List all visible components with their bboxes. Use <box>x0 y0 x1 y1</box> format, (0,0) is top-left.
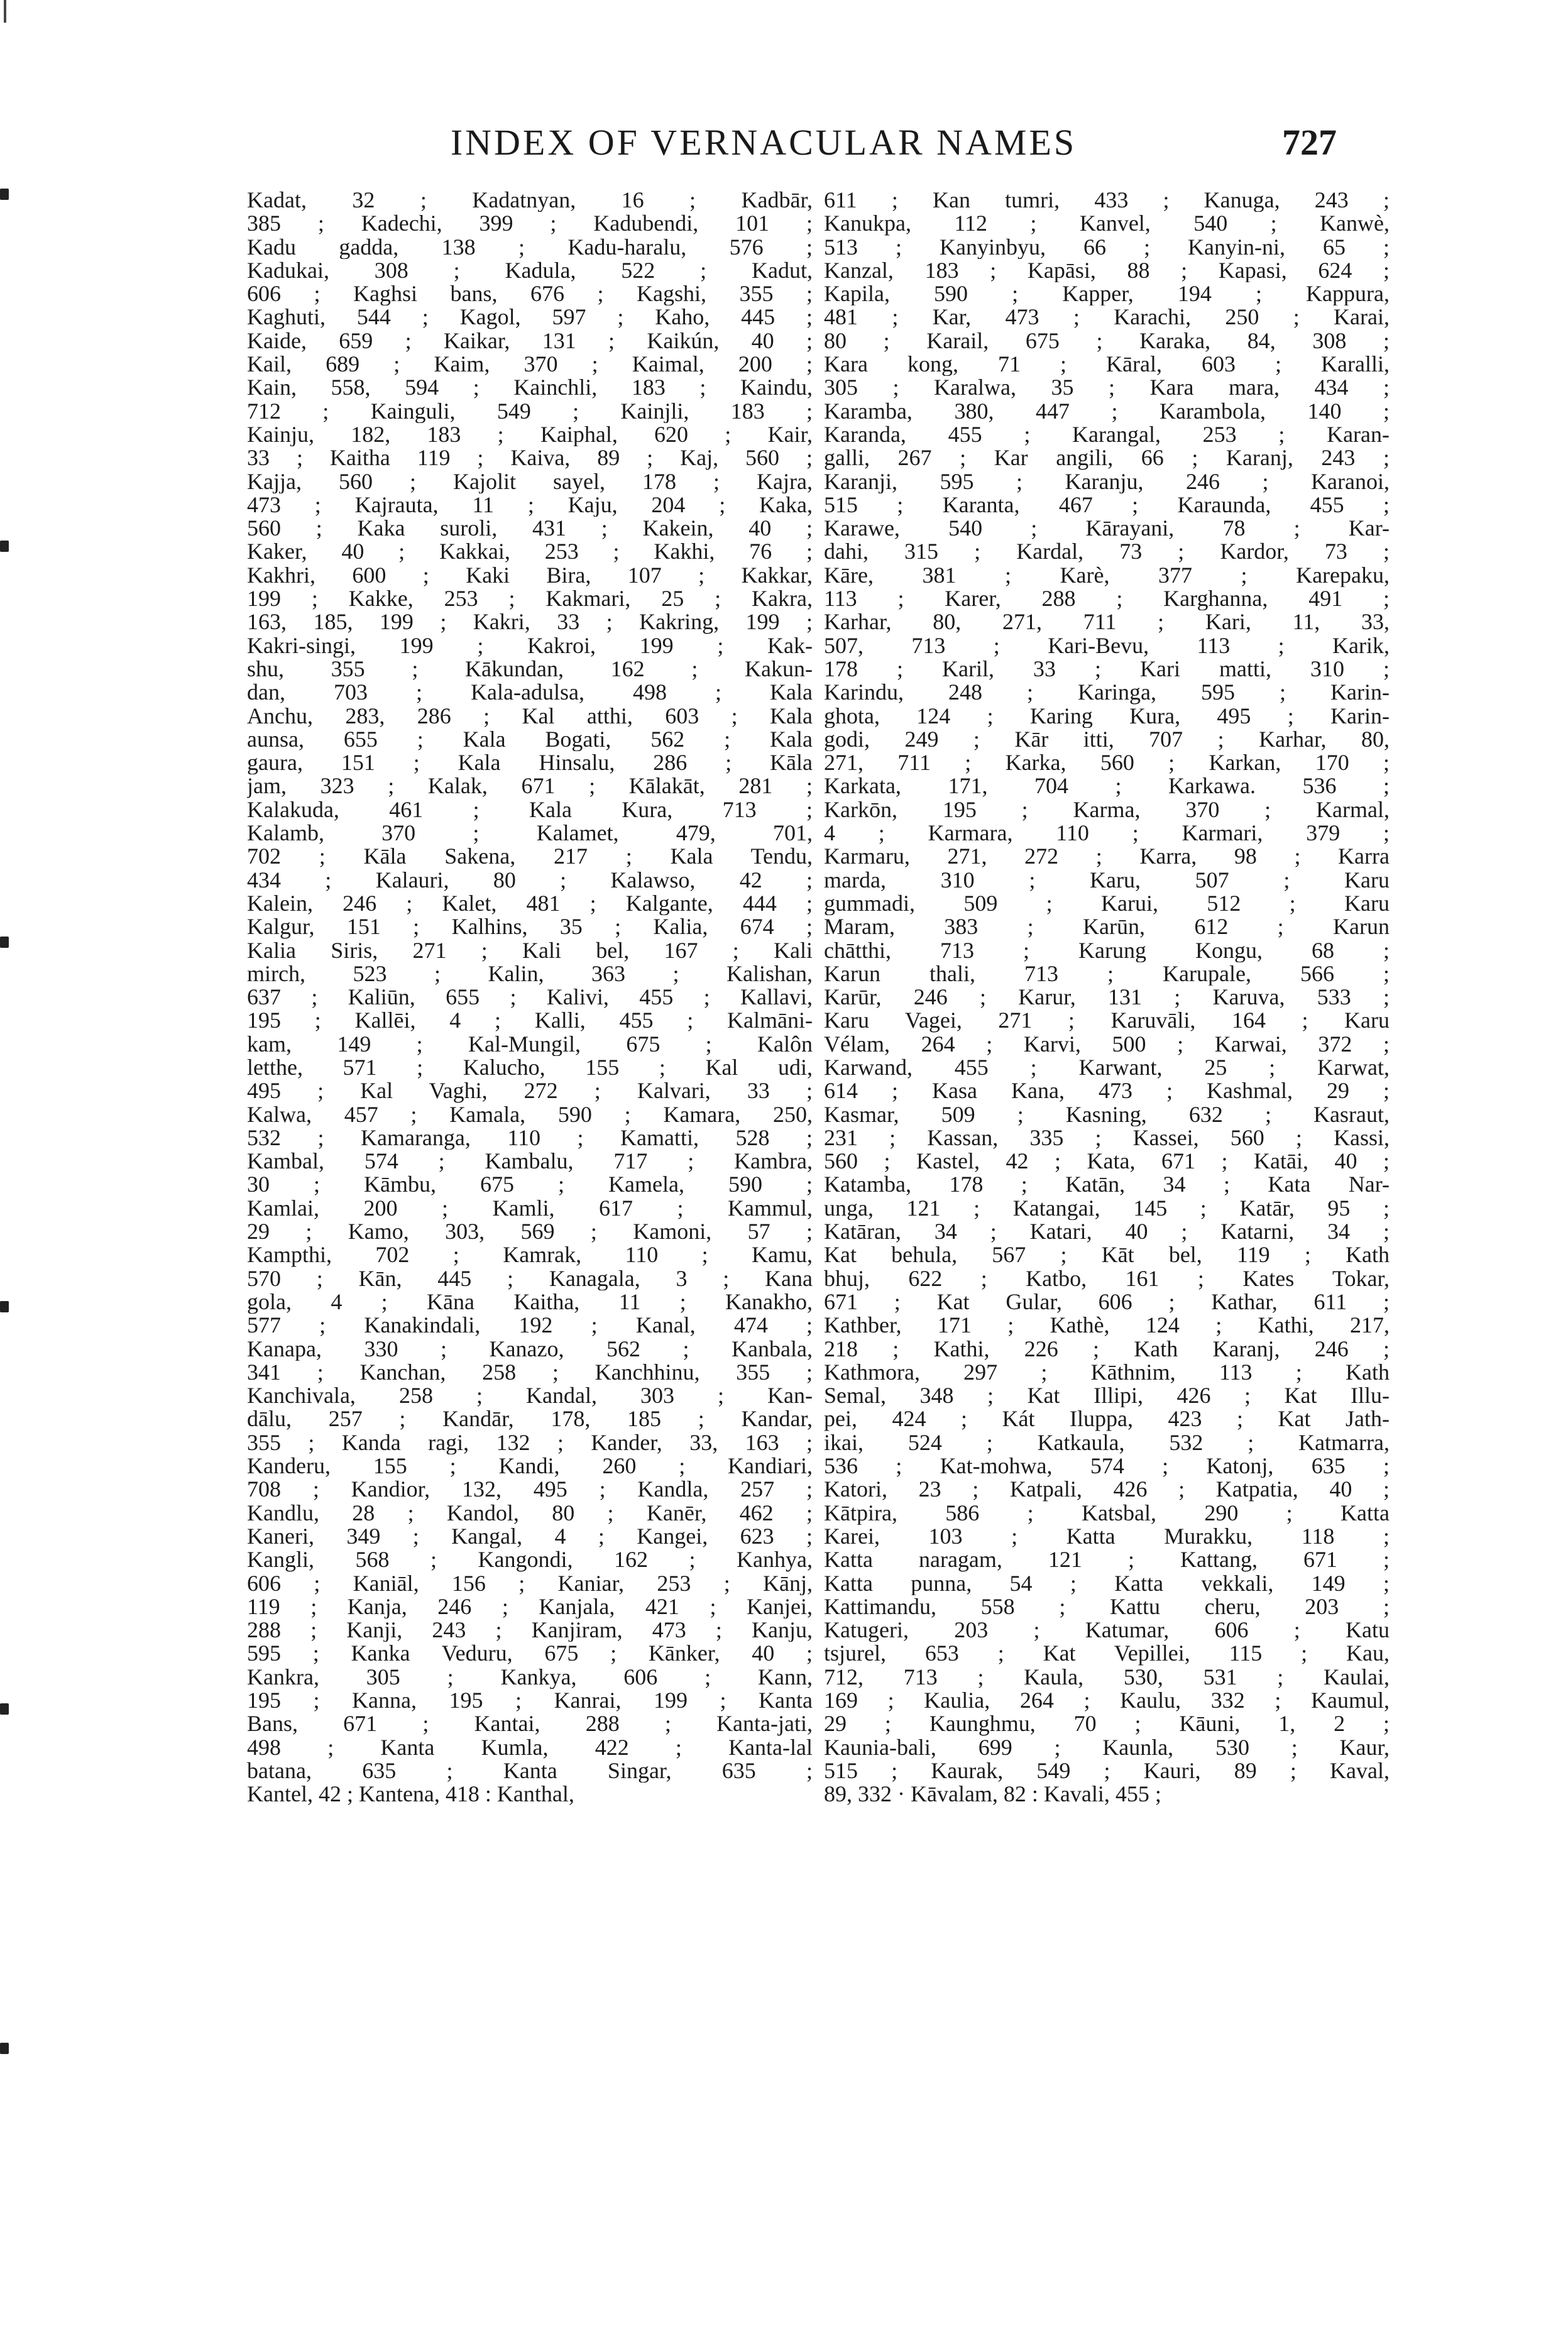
index-line: pei, 424 ; Kát Iluppa, 423 ; Kat Jath- <box>824 1407 1390 1431</box>
index-line: Kangli, 568 ; Kangondi, 162 ; Kanhya, <box>247 1548 813 1572</box>
index-line: ghota, 124 ; Karing Kura, 495 ; Karin- <box>824 704 1390 728</box>
index-line: Kalamb, 370 ; Kalamet, 479, 701, <box>247 821 813 845</box>
index-line: 119 ; Kanja, 246 ; Kanjala, 421 ; Kanjei, <box>247 1595 813 1619</box>
index-line: Kara kong, 71 ; Kāral, 603 ; Karalli, <box>824 353 1390 376</box>
index-line: 288 ; Kanji, 243 ; Kanjiram, 473 ; Kanju, <box>247 1618 813 1642</box>
index-line: 341 ; Kanchan, 258 ; Kanchhinu, 355 ; <box>247 1360 813 1385</box>
index-line: 385 ; Kadechi, 399 ; Kadubendi, 101 ; <box>247 212 813 236</box>
index-line: Katugeri, 203 ; Katumar, 606 ; Katu <box>824 1618 1390 1642</box>
index-line: 708 ; Kandior, 132, 495 ; Kandla, 257 ; <box>247 1478 813 1502</box>
index-line: Kakhri, 600 ; Kaki Bira, 107 ; Kakkar, <box>247 563 813 588</box>
index-line: mirch, 523 ; Kalin, 363 ; Kalishan, <box>247 962 813 986</box>
index-line: Karawe, 540 ; Kārayani, 78 ; Kar- <box>824 517 1390 541</box>
index-line: dan, 703 ; Kala-adulsa, 498 ; Kala <box>247 681 813 705</box>
index-line: 195 ; Kanna, 195 ; Kanrai, 199 ; Kanta <box>247 1689 813 1713</box>
index-line: Karei, 103 ; Katta Murakku, 118 ; <box>824 1524 1390 1549</box>
index-line: 80 ; Karail, 675 ; Karaka, 84, 308 ; <box>824 329 1390 353</box>
index-line: Maram, 383 ; Karūn, 612 ; Karun <box>824 915 1390 939</box>
index-line: Kamlai, 200 ; Kamli, 617 ; Kammul, <box>247 1196 813 1221</box>
index-line: chātthi, 713 ; Karung Kongu, 68 ; <box>824 938 1390 962</box>
index-line: Kaghuti, 544 ; Kagol, 597 ; Kaho, 445 ; <box>247 305 813 329</box>
index-line: Kātpira, 586 ; Katsbal, 290 ; Katta <box>824 1501 1390 1525</box>
index-line: Kakri-singi, 199 ; Kakroi, 199 ; Kak- <box>247 634 813 657</box>
index-line: 30 ; Kāmbu, 675 ; Kamela, 590 ; <box>247 1173 813 1197</box>
index-line: 606 ; Kaniāl, 156 ; Kaniar, 253 ; Kānj, <box>247 1571 813 1595</box>
index-line: jam, 323 ; Kalak, 671 ; Kālakāt, 281 ; <box>247 774 813 798</box>
index-line: 113 ; Karer, 288 ; Karghanna, 491 ; <box>824 587 1390 611</box>
index-line: 560 ; Kaka suroli, 431 ; Kakein, 40 ; <box>247 517 813 541</box>
index-line: 29 ; Kamo, 303, 569 ; Kamoni, 57 ; <box>247 1220 813 1244</box>
index-line: 536 ; Kat-mohwa, 574 ; Katonj, 635 ; <box>824 1454 1390 1478</box>
index-line: Kanukpa, 112 ; Kanvel, 540 ; Kanwè, <box>824 212 1390 236</box>
index-line: Karanda, 455 ; Karangal, 253 ; Karan- <box>824 422 1390 447</box>
index-line: 29 ; Kaunghmu, 70 ; Kāuni, 1, 2 ; <box>824 1712 1390 1736</box>
index-line: Karkōn, 195 ; Karma, 370 ; Karmal, <box>824 798 1390 822</box>
index-line: 33 ; Kaitha 119 ; Kaiva, 89 ; Kaj, 560 ; <box>247 446 813 470</box>
page-title: INDEX OF VERNACULAR NAMES <box>450 122 1077 163</box>
index-line: Kat behula, 567 ; Kāt bel, 119 ; Kath <box>824 1243 1390 1267</box>
index-line: 595 ; Kanka Veduru, 675 ; Kānker, 40 ; <box>247 1642 813 1666</box>
index-line: Katori, 23 ; Katpali, 426 ; Katpatia, 40 ; <box>824 1478 1390 1502</box>
index-line: Karwand, 455 ; Karwant, 25 ; Karwat, <box>824 1055 1390 1080</box>
index-line: Kathber, 171 ; Kathè, 124 ; Kathi, 217, <box>824 1314 1390 1338</box>
binding-mark <box>0 2043 9 2054</box>
index-line: 515 ; Karanta, 467 ; Karaunda, 455 ; <box>824 493 1390 517</box>
index-line: kam, 149 ; Kal-Mungil, 675 ; Kalôn <box>247 1032 813 1056</box>
index-line: Kandlu, 28 ; Kandol, 80 ; Kanēr, 462 ; <box>247 1501 813 1525</box>
index-line: 560 ; Kastel, 42 ; Kata, 671 ; Katāi, 40 ; <box>824 1150 1390 1173</box>
index-line: Kantel, 42 ; Kantena, 418 : Kanthal, <box>247 1783 574 1806</box>
index-line: Kasmar, 509 ; Kasning, 632 ; Kasraut, <box>824 1102 1390 1126</box>
index-line: Semal, 348 ; Kat Illipi, 426 ; Kat Illu- <box>824 1384 1390 1408</box>
index-line: Kapila, 590 ; Kapper, 194 ; Kappura, <box>824 282 1390 306</box>
index-line: Kadukai, 308 ; Kadula, 522 ; Kadut, <box>247 258 813 283</box>
running-head <box>0 116 1568 173</box>
binding-mark <box>0 937 9 948</box>
index-line: 498 ; Kanta Kumla, 422 ; Kanta-lal <box>247 1735 813 1759</box>
index-line: tsjurel, 653 ; Kat Vepillei, 115 ; Kau, <box>824 1642 1390 1666</box>
index-line: Kail, 689 ; Kaim, 370 ; Kaimal, 200 ; <box>247 353 813 376</box>
index-line: Kadu gadda, 138 ; Kadu-haralu, 576 ; <box>247 235 813 259</box>
index-line: 178 ; Karil, 33 ; Kari matti, 310 ; <box>824 657 1390 681</box>
index-line: 702 ; Kāla Sakena, 217 ; Kala Tendu, <box>247 845 813 869</box>
index-line: Kaker, 40 ; Kakkai, 253 ; Kakhi, 76 ; <box>247 540 813 564</box>
index-line: 481 ; Kar, 473 ; Karachi, 250 ; Karai, <box>824 305 1390 329</box>
index-line: dālu, 257 ; Kandār, 178, 185 ; Kandar, <box>247 1407 813 1431</box>
index-line: Kain, 558, 594 ; Kainchli, 183 ; Kaindu, <box>247 376 813 400</box>
index-line: Karun thali, 713 ; Karupale, 566 ; <box>824 962 1390 986</box>
index-line: Katāran, 34 ; Katari, 40 ; Katarni, 34 ; <box>824 1220 1390 1244</box>
index-line: Karu Vagei, 271 ; Karuvāli, 164 ; Karu <box>824 1009 1390 1033</box>
index-line: 671 ; Kat Gular, 606 ; Kathar, 611 ; <box>824 1290 1390 1314</box>
page-number: 727 <box>1282 122 1337 163</box>
index-line: Katta punna, 54 ; Katta vekkali, 149 ; <box>824 1571 1390 1595</box>
binding-mark <box>0 541 9 552</box>
index-line: 577 ; Kanakindali, 192 ; Kanal, 474 ; <box>247 1314 813 1338</box>
index-line: 434 ; Kalauri, 80 ; Kalawso, 42 ; <box>247 868 813 892</box>
binding-mark <box>0 189 9 200</box>
index-line: Kaneri, 349 ; Kangal, 4 ; Kangei, 623 ; <box>247 1524 813 1549</box>
index-line: 611 ; Kan tumri, 433 ; Kanuga, 243 ; <box>824 189 1390 212</box>
index-line: batana, 635 ; Kanta Singar, 635 ; <box>247 1759 813 1783</box>
index-line: Kāre, 381 ; Karè, 377 ; Karepaku, <box>824 563 1390 588</box>
index-line: 218 ; Kathi, 226 ; Kath Karanj, 246 ; <box>824 1337 1390 1361</box>
index-line: Kattimandu, 558 ; Kattu cheru, 203 ; <box>824 1595 1390 1619</box>
index-line: Kanchivala, 258 ; Kandal, 303 ; Kan- <box>247 1384 813 1408</box>
index-line: unga, 121 ; Katangai, 145 ; Katār, 95 ; <box>824 1196 1390 1221</box>
index-column-left <box>247 189 813 1806</box>
index-line: gummadi, 509 ; Karui, 512 ; Karu <box>824 891 1390 916</box>
index-line: 712, 713 ; Kaula, 530, 531 ; Kaulai, <box>824 1665 1390 1689</box>
index-line: Kaide, 659 ; Kaikar, 131 ; Kaikún, 40 ; <box>247 329 813 353</box>
index-line: Kajja, 560 ; Kajolit sayel, 178 ; Kajra, <box>247 470 813 493</box>
index-line: godi, 249 ; Kār itti, 707 ; Karhar, 80, <box>824 727 1390 752</box>
index-line: 507, 713 ; Kari-Bevu, 113 ; Karik, <box>824 634 1390 657</box>
index-line: 515 ; Kaurak, 549 ; Kauri, 89 ; Kaval, <box>824 1759 1390 1783</box>
index-line: 614 ; Kasa Kana, 473 ; Kashmal, 29 ; <box>824 1079 1390 1103</box>
index-line: Karanji, 595 ; Karanju, 246 ; Karanoi, <box>824 470 1390 493</box>
binding-mark <box>0 1301 9 1312</box>
index-line: Kainju, 182, 183 ; Kaiphal, 620 ; Kair, <box>247 422 813 447</box>
index-line: Katamba, 178 ; Katān, 34 ; Kata Nar- <box>824 1173 1390 1197</box>
index-line: Vélam, 264 ; Karvi, 500 ; Karwai, 372 ; <box>824 1032 1390 1056</box>
index-line: Karindu, 248 ; Karinga, 595 ; Karin- <box>824 681 1390 705</box>
index-line: 712 ; Kainguli, 549 ; Kainjli, 183 ; <box>247 399 813 423</box>
index-line: 305 ; Karalwa, 35 ; Kara mara, 434 ; <box>824 376 1390 400</box>
index-line: 89, 332 · Kāvalam, 82 : Kavali, 455 ; <box>824 1783 1161 1806</box>
index-line: gaura, 151 ; Kala Hinsalu, 286 ; Kāla <box>247 751 813 775</box>
index-line: Kanderu, 155 ; Kandi, 260 ; Kandiari, <box>247 1454 813 1478</box>
index-line: Kanapa, 330 ; Kanazo, 562 ; Kanbala, <box>247 1337 813 1361</box>
index-line: 195 ; Kallēi, 4 ; Kalli, 455 ; Kalmāni- <box>247 1009 813 1033</box>
binding-mark <box>0 1703 9 1715</box>
index-line: Kambal, 574 ; Kambalu, 717 ; Kambra, <box>247 1150 813 1173</box>
index-line: aunsa, 655 ; Kala Bogati, 562 ; Kala <box>247 727 813 752</box>
index-line: 513 ; Kanyinbyu, 66 ; Kanyin-ni, 65 ; <box>824 235 1390 259</box>
index-line: 495 ; Kal Vaghi, 272 ; Kalvari, 33 ; <box>247 1079 813 1103</box>
index-line: dahi, 315 ; Kardal, 73 ; Kardor, 73 ; <box>824 540 1390 564</box>
index-line: Kalgur, 151 ; Kalhins, 35 ; Kalia, 674 ; <box>247 915 813 939</box>
index-line: Kalakuda, 461 ; Kala Kura, 713 ; <box>247 798 813 822</box>
index-line: marda, 310 ; Karu, 507 ; Karu <box>824 868 1390 892</box>
index-line: 532 ; Kamaranga, 110 ; Kamatti, 528 ; <box>247 1126 813 1150</box>
index-line: Kanzal, 183 ; Kapāsi, 88 ; Kapasi, 624 ; <box>824 258 1390 283</box>
index-line: Karkata, 171, 704 ; Karkawa. 536 ; <box>824 774 1390 798</box>
index-line: gola, 4 ; Kāna Kaitha, 11 ; Kanakho, <box>247 1290 813 1314</box>
index-line: letthe, 571 ; Kalucho, 155 ; Kal udi, <box>247 1055 813 1080</box>
index-line: ikai, 524 ; Katkaula, 532 ; Katmarra, <box>824 1431 1390 1455</box>
scan-edge-mark <box>4 0 6 23</box>
index-line: galli, 267 ; Kar angili, 66 ; Karanj, 243 ; <box>824 446 1390 470</box>
index-line: 637 ; Kaliūn, 655 ; Kalivi, 455 ; Kallavi, <box>247 986 813 1009</box>
index-line: shu, 355 ; Kākundan, 162 ; Kakun- <box>247 657 813 681</box>
index-column-right <box>824 189 1390 1806</box>
index-line: 570 ; Kān, 445 ; Kanagala, 3 ; Kana <box>247 1266 813 1290</box>
index-line: 4 ; Karmara, 110 ; Karmari, 379 ; <box>824 821 1390 845</box>
index-line: 163, 185, 199 ; Kakri, 33 ; Kakring, 199 ; <box>247 610 813 634</box>
index-line: Kankra, 305 ; Kankya, 606 ; Kann, <box>247 1665 813 1689</box>
index-line: 355 ; Kanda ragi, 132 ; Kander, 33, 163 ; <box>247 1431 813 1455</box>
index-line: Kalein, 246 ; Kalet, 481 ; Kalgante, 444 ; <box>247 891 813 916</box>
index-line: bhuj, 622 ; Katbo, 161 ; Kates Tokar, <box>824 1266 1390 1290</box>
index-line: Kathmora, 297 ; Kāthnim, 113 ; Kath <box>824 1360 1390 1385</box>
index-line: Kalwa, 457 ; Kamala, 590 ; Kamara, 250, <box>247 1102 813 1126</box>
index-line: 606 ; Kaghsi bans, 676 ; Kagshi, 355 ; <box>247 282 813 306</box>
index-line: Katta naragam, 121 ; Kattang, 671 ; <box>824 1548 1390 1572</box>
index-line: Bans, 671 ; Kantai, 288 ; Kanta-jati, <box>247 1712 813 1736</box>
index-line: Kadat, 32 ; Kadatnyan, 16 ; Kadbār, <box>247 189 813 212</box>
index-line: Karhar, 80, 271, 711 ; Kari, 11, 33, <box>824 610 1390 634</box>
index-line: Kalia Siris, 271 ; Kali bel, 167 ; Kali <box>247 938 813 962</box>
index-line: Karamba, 380, 447 ; Karambola, 140 ; <box>824 399 1390 423</box>
index-line: 271, 711 ; Karka, 560 ; Karkan, 170 ; <box>824 751 1390 775</box>
index-line: 199 ; Kakke, 253 ; Kakmari, 25 ; Kakra, <box>247 587 813 611</box>
index-line: Kampthi, 702 ; Kamrak, 110 ; Kamu, <box>247 1243 813 1267</box>
index-line: 169 ; Kaulia, 264 ; Kaulu, 332 ; Kaumul, <box>824 1689 1390 1713</box>
index-line: 473 ; Kajrauta, 11 ; Kaju, 204 ; Kaka, <box>247 493 813 517</box>
index-line: Karūr, 246 ; Karur, 131 ; Karuva, 533 ; <box>824 986 1390 1009</box>
index-line: Anchu, 283, 286 ; Kal atthi, 603 ; Kala <box>247 704 813 728</box>
index-line: Karmaru, 271, 272 ; Karra, 98 ; Karra <box>824 845 1390 869</box>
index-line: Kaunia-bali, 699 ; Kaunla, 530 ; Kaur, <box>824 1735 1390 1759</box>
index-line: 231 ; Kassan, 335 ; Kassei, 560 ; Kassi, <box>824 1126 1390 1150</box>
